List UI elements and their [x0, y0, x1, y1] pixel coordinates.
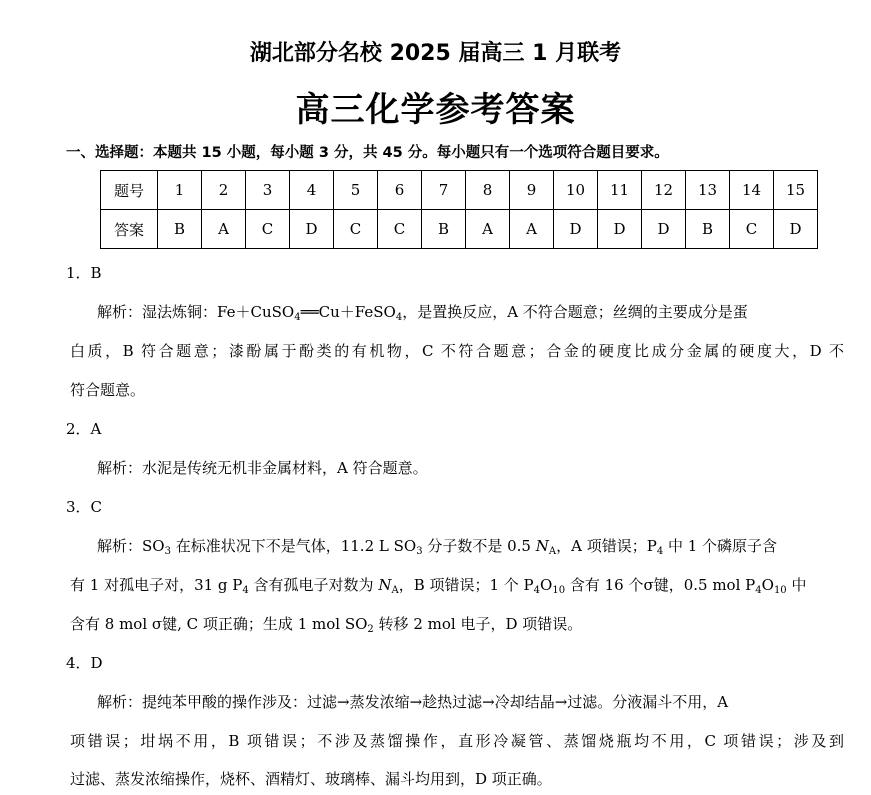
- q4-answer: 4．D: [66, 654, 103, 672]
- answer-cell: B: [158, 210, 202, 249]
- question-number-cell: 5: [334, 171, 378, 210]
- question-number-cell: 10: [554, 171, 598, 210]
- answer-table: [100, 170, 818, 249]
- q4-explanation-line: 项错误；坩埚不用，B 项错误；不涉及蒸馏操作，直形冷凝管、蒸馏烧瓶均不用，C 项错误；涉及到: [70, 732, 844, 750]
- q4-explanation-line: 过滤、蒸发浓缩操作，烧杯、酒精灯、玻璃棒、漏斗均用到，D 项正确。: [70, 770, 552, 788]
- q3-answer: 3．C: [66, 498, 103, 516]
- answer-cell: D: [554, 210, 598, 249]
- answer-cell: D: [774, 210, 818, 249]
- section-heading: 一、选择题：本题共 15 小题，每小题 3 分，共 45 分。每小题只有一个选项符合题目要求。: [66, 145, 669, 161]
- question-number-cell: 8: [466, 171, 510, 210]
- answer-cell: D: [290, 210, 334, 249]
- question-number-cell: 12: [642, 171, 686, 210]
- answer-cell: A: [466, 210, 510, 249]
- question-number-cell: 1: [158, 171, 202, 210]
- answer-cell: B: [686, 210, 730, 249]
- question-number-cell: 2: [202, 171, 246, 210]
- q1-explanation-line: 解析：湿法炼铜：Fe＋CuSO$_4$══Cu＋FeSO$_4$，是置换反应，A 不符合题意；丝绸的主要成分是蛋: [97, 303, 748, 323]
- answer-cell: C: [730, 210, 774, 249]
- row-label: 题号: [101, 171, 158, 210]
- question-number-cell: 4: [290, 171, 334, 210]
- question-number-cell: 3: [246, 171, 290, 210]
- answer-cell: C: [334, 210, 378, 249]
- table-row-numbers: [101, 171, 818, 210]
- answer-cell: C: [246, 210, 290, 249]
- answer-cell: B: [422, 210, 466, 249]
- row-label: 答案: [101, 210, 158, 249]
- answer-cell: A: [202, 210, 246, 249]
- q3-explanation-line: 含有 8 mol σ键, C 项正确；生成 1 mol $SO_2$ 转移 2 mol 电子，D 项错误。: [70, 615, 583, 635]
- q1-explanation-line: 符合题意。: [70, 381, 146, 399]
- q4-explanation-line: 解析：提纯苯甲酸的操作涉及：过滤→蒸发浓缩→趁热过滤→冷却结晶→过滤。分液漏斗不用，A: [97, 693, 729, 711]
- question-number-cell: 7: [422, 171, 466, 210]
- question-number-cell: 9: [510, 171, 554, 210]
- table-row-answers: [101, 210, 818, 249]
- q1-answer: 1．B: [66, 264, 102, 282]
- question-number-cell: 14: [730, 171, 774, 210]
- exam-subtitle: 湖北部分名校 2025 届高三 1 月联考: [249, 41, 622, 66]
- answer-cell: D: [598, 210, 642, 249]
- answer-cell: D: [642, 210, 686, 249]
- q2-answer: 2．A: [66, 420, 102, 438]
- question-number-cell: 6: [378, 171, 422, 210]
- page-title: 高三化学参考答案: [295, 90, 576, 130]
- question-number-cell: 11: [598, 171, 642, 210]
- answer-cell: C: [378, 210, 422, 249]
- answer-cell: A: [510, 210, 554, 249]
- q3-explanation-line: 解析：$SO_3$ 在标准状况下不是气体，11.2 L $SO_3$ 分子数不是 0.5 $N_A$，A 项错误；$P_4$ 中 1 个磷原子含: [97, 537, 778, 557]
- question-number-cell: 13: [686, 171, 730, 210]
- q2-explanation-line: 解析：水泥是传统无机非金属材料，A 符合题意。: [97, 459, 428, 477]
- q3-explanation-line: 有 1 对孤电子对，31 g $P_4$ 含有孤电子对数为 $N_A$，B 项错误；1 个 $P_4O_{10}$ 含有 16 个σ键，0.5 mol $P_4O_{10}$ 中: [70, 576, 807, 596]
- question-number-cell: 15: [774, 171, 818, 210]
- q1-explanation-line: 白质，B 符合题意；漆酚属于酚类的有机物，C 不符合题意；合金的硬度比成分金属的硬度大，D 不: [70, 342, 844, 360]
